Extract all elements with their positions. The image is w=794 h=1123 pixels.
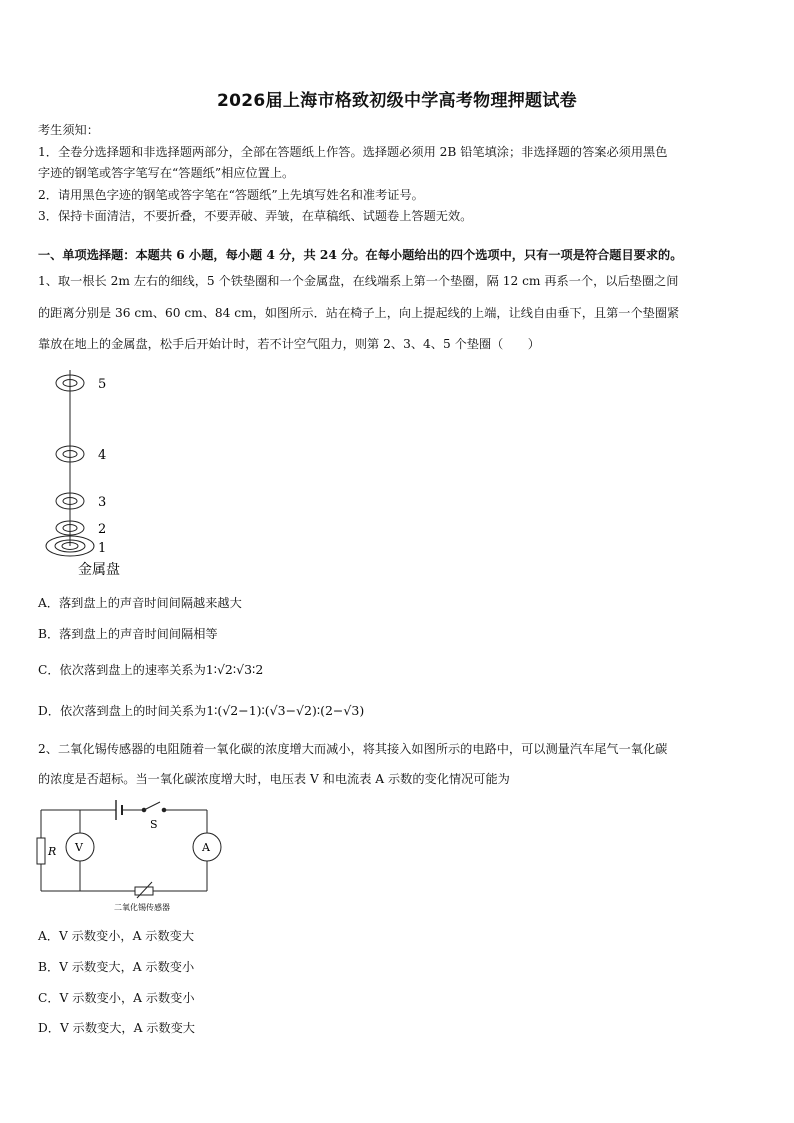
sensor-label: 二氧化锡传感器 bbox=[114, 903, 170, 912]
washer-label-5: 5 bbox=[98, 377, 107, 392]
washer-label-2: 2 bbox=[98, 522, 107, 537]
ammeter-label: A bbox=[202, 841, 210, 854]
notice-item-1b: 字迹的钢笔或答字笔写在“答题纸”相应位置上。 bbox=[38, 166, 295, 180]
washer-label-1: 1 bbox=[98, 541, 107, 556]
notice-item-3: 3．保持卡面清洁，不要折叠，不要弄破、弄皱，在草稿纸、试题卷上答题无效。 bbox=[38, 209, 473, 223]
q1-option-c-math: 1∶√2∶√3∶2 bbox=[205, 662, 264, 677]
q1-option-d-math: 1∶(√2−1)∶(√3−√2)∶(2−√3) bbox=[206, 703, 365, 718]
page-title: 2026届上海市格致初级中学高考物理押题试卷 bbox=[217, 91, 577, 111]
q2-option-b[interactable]: B．V 示数变大，A 示数变小 bbox=[38, 960, 195, 974]
washer-label-3: 3 bbox=[98, 495, 107, 510]
voltmeter-label: V bbox=[75, 841, 83, 854]
washer-label-4: 4 bbox=[98, 448, 107, 463]
q1-option-b[interactable]: B．落到盘上的声音时间间隔相等 bbox=[38, 627, 218, 641]
q1-option-c[interactable] bbox=[38, 661, 263, 678]
section-heading: 一、单项选择题：本题共 6 小题，每小题 4 分，共 24 分。在每小题给出的四个选项中，只有一项是符合题目要求的。 bbox=[38, 248, 683, 262]
q1-option-d-text: D．依次落到盘上的时间关系为 bbox=[38, 704, 207, 718]
switch-blade bbox=[144, 802, 160, 810]
figure-caption: 金属盘 bbox=[78, 562, 120, 578]
q2-option-a[interactable]: A．V 示数变小，A 示数变大 bbox=[38, 929, 195, 943]
notice-item-1a: 1．全卷分选择题和非选择题两部分，全部在答题纸上作答。选择题必须用 2B 铅笔填涂；非选择题的答案必须用黑色 bbox=[38, 145, 668, 159]
switch-label: S bbox=[150, 818, 158, 831]
q2-text-line1: 2、二氧化锡传感器的电阻随着一氧化碳的浓度增大而减小，将其接入如图所示的电路中，可以测量汽车尾气一氧化碳 bbox=[38, 742, 668, 756]
resistor-r bbox=[37, 838, 45, 864]
resistor-label: R bbox=[48, 845, 57, 858]
q1-option-d[interactable] bbox=[38, 702, 364, 719]
q1-text-line1: 1、取一根长 2m 左右的细线，5 个铁垫圈和一个金属盘，在线端系上第一个垫圈，隔 12 cm 再系一个，以后垫圈之间 bbox=[38, 274, 679, 288]
q1-option-a[interactable]: A．落到盘上的声音时间间隔越来越大 bbox=[38, 596, 242, 610]
q1-text-line2: 的距离分别是 36 cm、60 cm、84 cm，如图所示．站在椅子上，向上提起线的上端，让线自由垂下，且第一个垫圈紧 bbox=[38, 306, 680, 320]
notice-heading: 考生须知： bbox=[38, 123, 99, 137]
q2-option-c[interactable]: C．V 示数变小，A 示数变小 bbox=[38, 991, 195, 1005]
q1-text-line3: 靠放在地上的金属盘，松手后开始计时，若不计空气阻力，则第 2、3、4、5 个垫圈（ ） bbox=[38, 337, 540, 351]
notice-item-2: 2．请用黑色字迹的钢笔或答字笔在“答题纸”上先填写姓名和准考证号。 bbox=[38, 188, 424, 202]
washer-figure bbox=[36, 366, 146, 582]
q2-option-d[interactable]: D．V 示数变大，A 示数变大 bbox=[38, 1021, 195, 1035]
q1-option-c-text: C．依次落到盘上的速率关系为 bbox=[38, 663, 206, 677]
sensor-arrow bbox=[137, 882, 152, 898]
circuit-diagram bbox=[34, 796, 228, 914]
q2-text-line2: 的浓度是否超标。当一氧化碳浓度增大时，电压表 V 和电流表 A 示数的变化情况可能为 bbox=[38, 772, 510, 786]
